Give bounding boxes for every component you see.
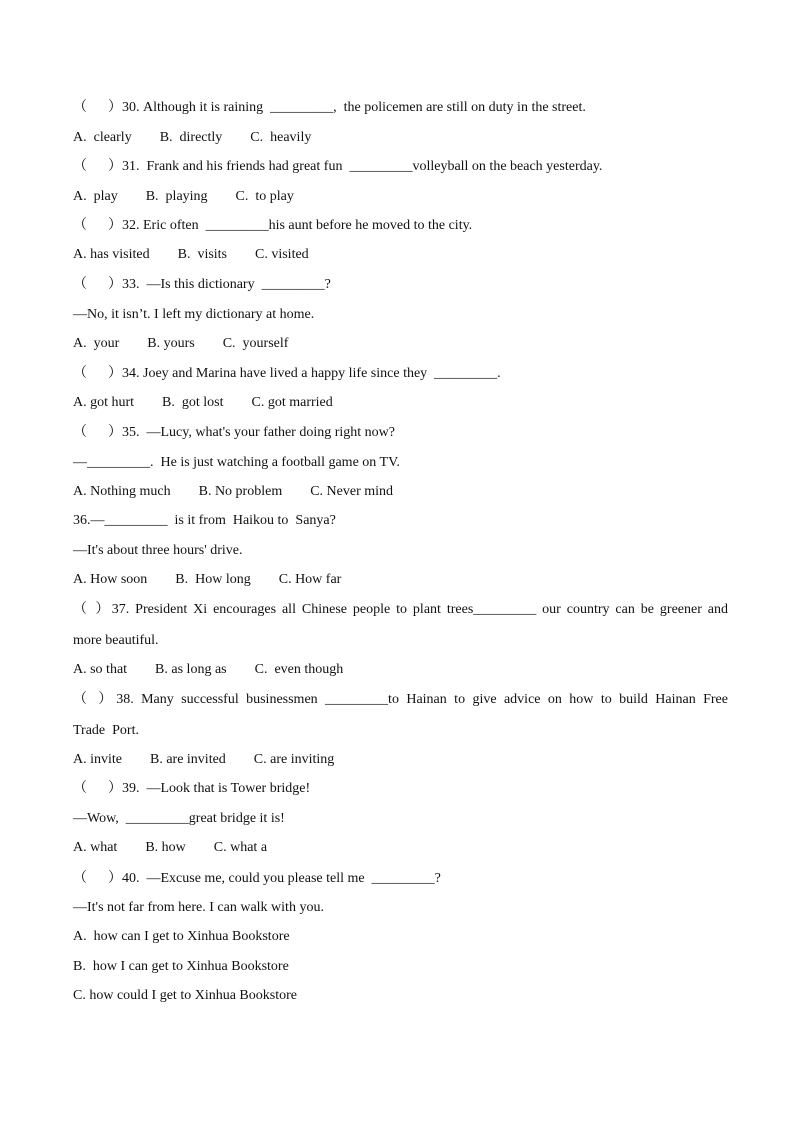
question-32-stem: （ ）32. Eric often _________his aunt before he moved to the city.	[73, 218, 473, 233]
question-34-options: A. got hurt B. got lost C. got married	[73, 395, 333, 410]
question-38-stem: （ ）38. Many successful businessmen _________to Hainan to give advice on how to build Hainan Free	[73, 692, 728, 707]
question-40-option-b: B. how I can get to Xinhua Bookstore	[73, 959, 289, 974]
question-33-options: A. your B. yours C. yourself	[73, 336, 289, 351]
question-36-stem: 36.—_________ is it from Haikou to Sanya?	[73, 513, 336, 528]
question-33-reply: —No, it isn’t. I left my dictionary at home.	[73, 307, 315, 322]
question-40-reply: —It's not far from here. I can walk with you.	[73, 900, 324, 915]
question-40-option-c: C. how could I get to Xinhua Bookstore	[73, 988, 297, 1003]
question-35-options: A. Nothing much B. No problem C. Never mind	[73, 484, 394, 499]
question-31-stem: （ ）31. Frank and his friends had great fun _________volleyball on the beach yesterday.	[73, 159, 603, 174]
question-37-stem-continued: more beautiful.	[73, 633, 159, 648]
question-35-stem: （ ）35. —Lucy, what's your father doing right now?	[73, 425, 395, 440]
question-31-options: A. play B. playing C. to play	[73, 189, 294, 204]
question-35-reply: —_________. He is just watching a football game on TV.	[73, 455, 400, 470]
question-40-option-a: A. how can I get to Xinhua Bookstore	[73, 929, 290, 944]
question-36-reply: —It's about three hours' drive.	[73, 543, 243, 558]
question-30-options: A. clearly B. directly C. heavily	[73, 130, 312, 145]
question-38-options: A. invite B. are invited C. are inviting	[73, 752, 335, 767]
question-34-stem: （ ）34. Joey and Marina have lived a happy life since they _________.	[73, 366, 501, 381]
question-30-stem: （ ）30. Although it is raining _________, the policemen are still on duty in the street.	[73, 100, 586, 115]
question-40-stem: （ ）40. —Excuse me, could you please tell me _________?	[73, 871, 441, 886]
question-39-options: A. what B. how C. what a	[73, 840, 268, 855]
question-37-options: A. so that B. as long as C. even though	[73, 662, 344, 677]
question-39-reply: —Wow, _________great bridge it is!	[73, 811, 285, 826]
question-39-stem: （ ）39. —Look that is Tower bridge!	[73, 781, 311, 796]
question-32-options: A. has visited B. visits C. visited	[73, 247, 309, 262]
question-38-stem-continued: Trade Port.	[73, 723, 139, 738]
question-36-options: A. How soon B. How long C. How far	[73, 572, 342, 587]
question-33-stem: （ ）33. —Is this dictionary _________?	[73, 277, 331, 292]
question-37-stem: （ ）37. President Xi encourages all Chinese people to plant trees_________ our country can be greener and	[73, 602, 728, 617]
